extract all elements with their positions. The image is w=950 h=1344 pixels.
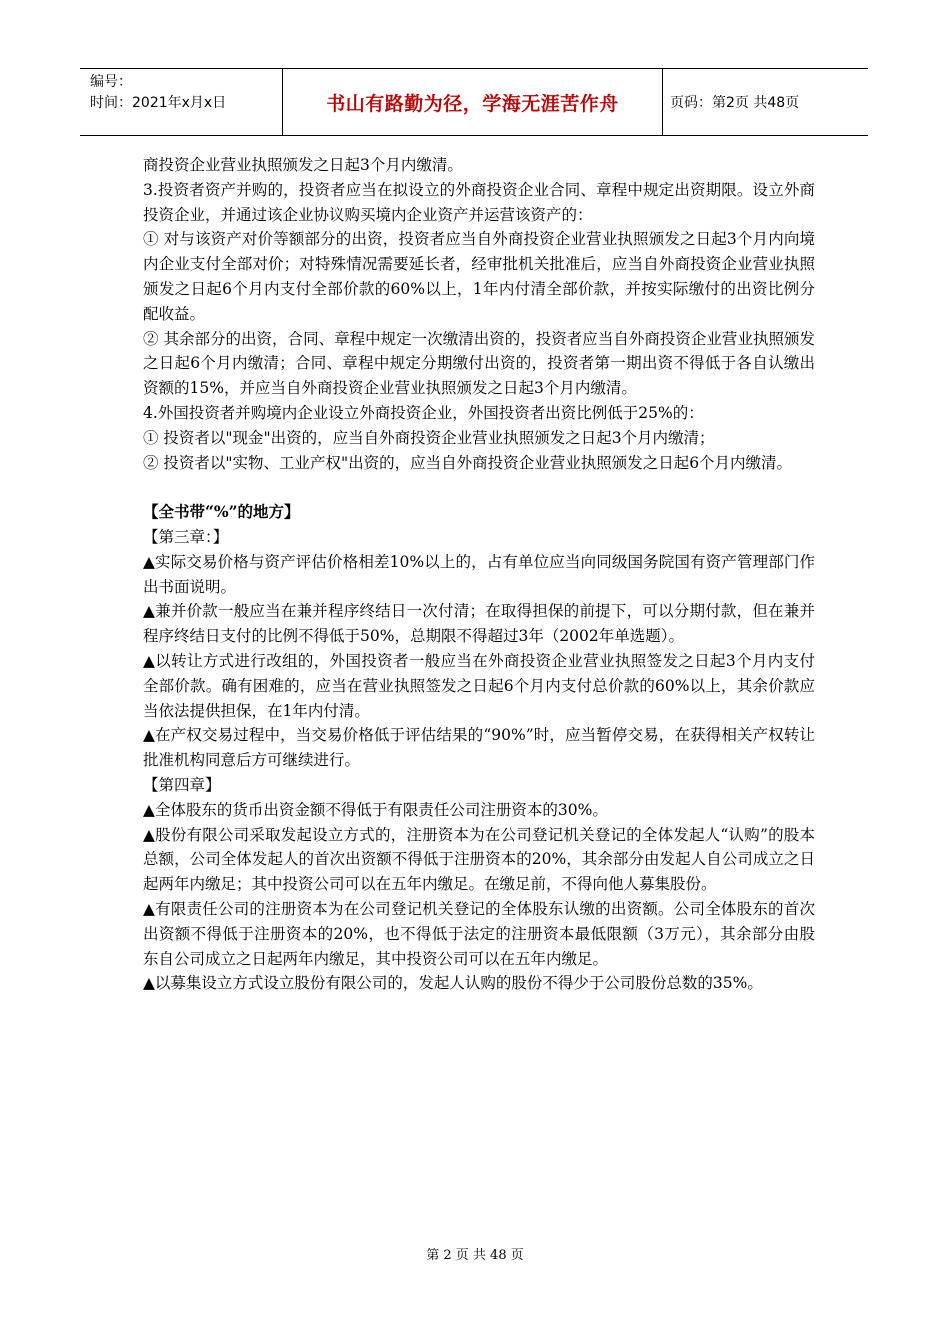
list-item: ▲股份有限公司采取发起设立方式的，注册资本为在公司登记机关登记的全体发起人“认购”的股本总额，公司全体发起人的首次出资额不得低于注册资本的20%，其余部分由发起人自公司成立之日起两年内缴足；其中投资公司可以在五年内缴足。在缴足前，不得向他人募集股份。 <box>143 825 815 894</box>
paragraph: ① 投资者以"现金"出资的，应当自外商投资企业营业执照颁发之日起3个月内缴清； <box>143 428 715 447</box>
paragraph: 商投资企业营业执照颁发之日起3个月内缴清。 <box>143 156 463 174</box>
list-item: ▲全体股东的货币出资金额不得低于有限责任公司注册资本的30%。 <box>143 800 608 819</box>
list-item: ▲实际交易价格与资产评估价格相差10%以上的，占有单位应当向同级国务院国有资产管理部门作出书面说明。 <box>143 552 815 596</box>
paragraph: ① 对与该资产对价等额部分的出资，投资者应当自外商投资企业营业执照颁发之日起3个月内向境内企业支付全部对价；对特殊情况需要延长者，经审批机关批准后，应当自外商投资企业营业执照颁发之日起6个月内支付全部价款的60%以上，1年内付清全部价款，并按实际缴付的出资比例分配收益。 <box>143 230 815 323</box>
spacer <box>143 475 815 500</box>
chapter-heading: 【第三章：】 <box>143 527 229 546</box>
document-body <box>143 153 815 996</box>
header-motto: 书山有路勤为径，学海无涯苦作舟 <box>283 69 663 135</box>
date-label: 时间：2021年x月x日 <box>90 95 227 111</box>
header-meta <box>80 69 283 135</box>
page-header <box>80 68 868 136</box>
code-label: 编号： <box>90 74 132 90</box>
header-page-info: 页码：第2页 共48页 <box>670 95 800 111</box>
list-item: ▲有限责任公司的注册资本为在公司登记机关登记的全体股东认缴的出资额。公司全体股东的首次出资额不得低于注册资本的20%，也不得低于法定的注册资本最低限额（3万元），其余部分由股东自公司成立之日起两年内缴足，其中投资公司可以在五年内缴足。 <box>143 899 815 968</box>
paragraph: 4.外国投资者并购境内企业设立外商投资企业，外国投资者出资比例低于25%的： <box>143 403 704 422</box>
page-footer: 第 2 页 共 48 页 <box>426 1248 524 1263</box>
list-item: ▲以转让方式进行改组的，外国投资者一般应当在外商投资企业营业执照签发之日起3个月内支付全部价款。确有困难的，应当在营业执照签发之日起6个月内支付总价款的60%以上，其余价款应当依法提供担保，在1年内付清。 <box>143 651 815 720</box>
chapter-heading: 【第四章】 <box>143 775 221 794</box>
section-title: 【全书带“%”的地方】 <box>143 502 300 522</box>
list-item: ▲以募集设立方式设立股份有限公司的，发起人认购的股份不得少于公司股份总数的35%。 <box>143 974 763 993</box>
list-item: ▲在产权交易过程中，当交易价格低于评估结果的“90%”时，应当暂停交易，在获得相关产权转让批准机构同意后方可继续进行。 <box>143 726 815 770</box>
paragraph: ② 投资者以"实物、工业产权"出资的，应当自外商投资企业营业执照颁发之日起6个月内缴清。 <box>143 453 793 472</box>
paragraph: ② 其余部分的出资，合同、章程中规定一次缴清出资的，投资者应当自外商投资企业营业执照颁发之日起6个月内缴清；合同、章程中规定分期缴付出资的，投资者第一期出资不得低于各自认缴出资额的15%，并应当自外商投资企业营业执照颁发之日起3个月内缴清。 <box>143 329 815 398</box>
list-item: ▲兼并价款一般应当在兼并程序终结日一次付清；在取得担保的前提下，可以分期付款，但在兼并程序终结日支付的比例不得低于50%，总期限不得超过3年（2002年单选题）。 <box>143 602 815 646</box>
paragraph: 3.投资者资产并购的，投资者应当在拟设立的外商投资企业合同、章程中规定出资期限。设立外商投资企业，并通过该企业协议购买境内企业资产并运营该资产的： <box>143 180 815 224</box>
